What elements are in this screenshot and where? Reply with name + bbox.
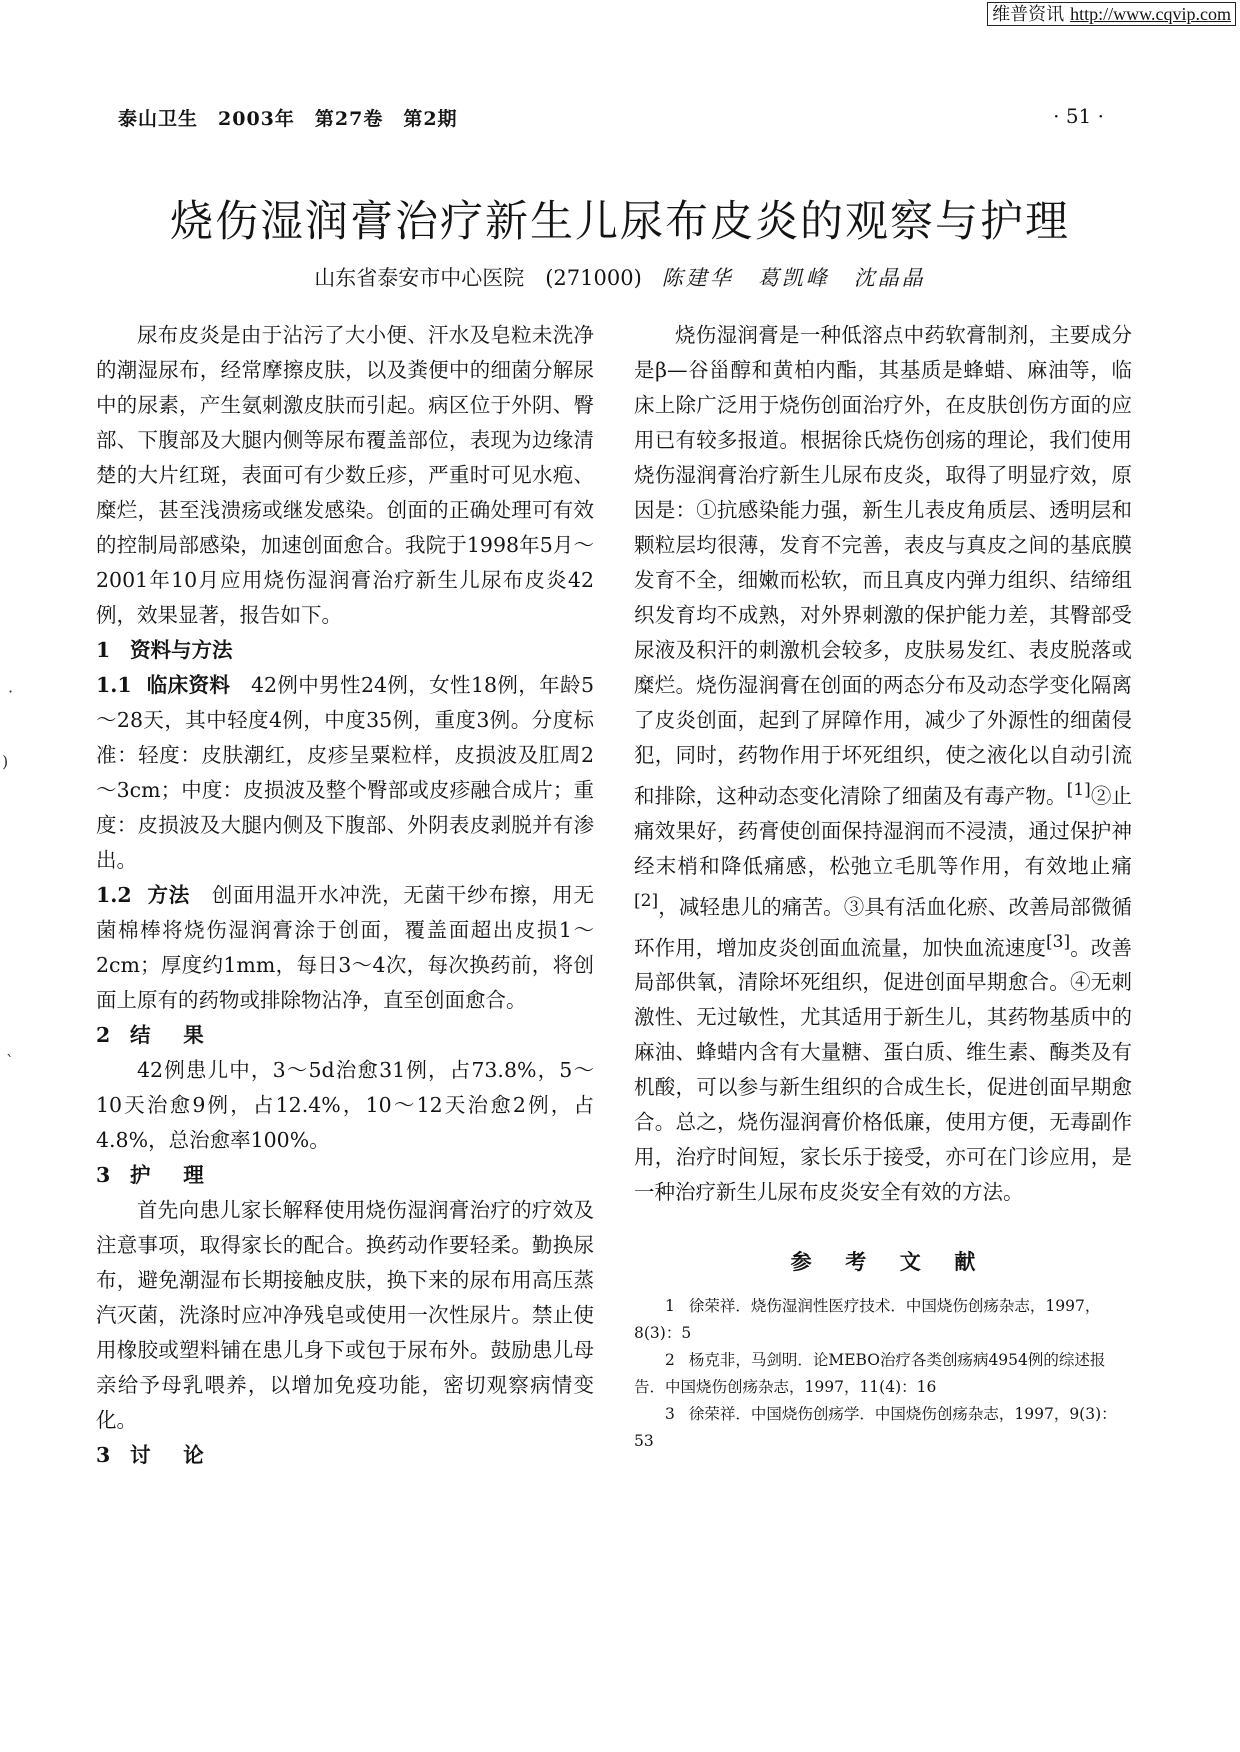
scan-mark: ` bbox=[6, 1052, 14, 1071]
citation-3: [3] bbox=[1046, 931, 1071, 952]
byline bbox=[0, 262, 1240, 292]
section-heading-1: 1 资料与方法 bbox=[96, 638, 233, 662]
section-2-text: 42例患儿中，3～5d治愈31例，占73.8%，5～10天治愈9例，占12.4%，10～12天治愈2例，占4.8%，总治愈率100%。 bbox=[96, 1058, 594, 1152]
section-3-text: 首先向患儿家长解释使用烧伤湿润膏治疗的疗效及注意事项，取得家长的配合。换药动作要轻柔。勤换尿布，避免潮湿布长期接触皮肤，换下来的尿布用高压蒸汽灭菌，洗涤时应冲净残皂或使用一次性尿片。禁止使用橡胶或塑料铺在患儿身下或包于尿布外。鼓励患儿母亲给予母乳喂养，以增加免疫功能，密切观察病情变化。 bbox=[96, 1198, 594, 1432]
subsection-heading-1-1: 1.1 临床资料 bbox=[96, 673, 231, 697]
section-1-2-text: 创面用温开水冲洗，无菌干纱布擦，用无菌棉棒将烧伤湿润膏涂于创面，覆盖面超出皮损1～2cm；厚度约1mm，每日3～4次，每次换药前，将创面上原有的药物或排除物沾净，直至创面愈合。 bbox=[96, 883, 595, 1012]
citation-2: [2] bbox=[634, 890, 659, 911]
running-head: 泰山卫生 2003年 第27卷 第2期 bbox=[118, 108, 458, 130]
page-number: · 51 · bbox=[1053, 104, 1104, 128]
section-heading-4: 3 讨论 bbox=[96, 1443, 237, 1467]
references-heading: 参考文献 bbox=[790, 1249, 1009, 1275]
section-1-2 bbox=[96, 878, 594, 1018]
intro-paragraph: 尿布皮炎是由于沾污了大小便、汗水及皂粒未洗净的潮湿尿布，经常摩擦皮肤，以及粪便中的细菌分解尿中的尿素，产生氨刺激皮肤而引起。病区位于外阴、臀部、下腹部及大腿内侧等尿布覆盖部位，表现为边缘清楚的大片红斑，表面可有少数丘疹，严重时可见水疱、糜烂，甚至浅溃疡或继发感染。创面的正确处理可有效的控制局部感染，加速创面愈合。我院于1998年5月～2001年10月应用烧伤湿润膏治疗新生儿尿布皮炎42例，效果显著，报告如下。 bbox=[96, 323, 594, 627]
authors: 陈建华 葛凯峰 沈晶晶 bbox=[661, 266, 926, 290]
right-column bbox=[634, 318, 1132, 1455]
section-heading-2: 2 结果 bbox=[96, 1023, 237, 1047]
left-column bbox=[96, 318, 594, 1473]
subsection-heading-1-2: 1.2 方法 bbox=[96, 883, 191, 907]
reference-item: 3 徐荣祥．中国烧伤创疡学．中国烧伤创疡杂志，1997，9(3)：53 bbox=[634, 1405, 1117, 1451]
reference-item: 2 杨克非，马剑明．论MEBO治疗各类创疡病4954例的综述报告．中国烧伤创疡杂志，1997，11(4)：16 bbox=[634, 1351, 1106, 1397]
scan-mark: · bbox=[8, 682, 14, 701]
reference-item: 1 徐荣祥．烧伤湿润性医疗技术．中国烧伤创疡杂志，1997，8(3)：5 bbox=[634, 1297, 1101, 1343]
discussion-paragraph: 烧伤湿润膏是一种低溶点中药软膏制剂，主要成分是β—谷甾醇和黄柏内酯，其基质是蜂蜡、麻油等，临床上除广泛用于烧伤创面治疗外，在皮肤创伤方面的应用已有较多报道。根据徐氏烧伤创疡的理论，我们使用烧伤湿润膏治疗新生儿尿布皮炎，取得了明显疗效，原因是：①抗感染能力强，新生儿表皮角质层、透明层和颗粒层均很薄，发育不完善，表皮与真皮之间的基底膜发育不全，细嫩而松软，而且真皮内弹力组织、结缔组织发育均不成熟，对外界刺激的保护能力差，其臀部受尿液及积汗的刺激机会较多，皮肤易发红、表皮脱落或糜烂。烧伤湿润膏在创面的两态分布及动态学变化隔离了皮炎创面，起到了屏障作用，减少了外源性的细菌侵犯，同时，药物作用于坏死组织，使之液化以自动引流和排除，这种动态变化清除了细菌及有毒产物。[1]②止痛效果好，药膏使创面保持湿润而不浸渍，通过保护神经末梢和降低痛感，松弛立毛肌等作用，有效地止痛[2]，减轻患儿的痛苦。③具有活血化瘀、改善局部微循环作用，增加皮炎创面血流量，加快血流速度[3]。改善局部供氧，清除坏死组织，促进创面早期愈合。④无刺激性、无过敏性，尤其适用于新生儿，其药物基质中的麻油、蜂蜡内含有大量糖、蛋白质、维生素、酶类及有机酸，可以参与新生组织的合成生长，促进创面早期愈合。总之，烧伤湿润膏价格低廉，使用方便，无毒副作用，治疗时间短，家长乐于接受，亦可在门诊应用，是一种治疗新生儿尿布皮炎安全有效的方法。 bbox=[634, 323, 1133, 1205]
section-1-1 bbox=[96, 668, 594, 878]
article-title: 烧伤湿润膏治疗新生儿尿布皮炎的观察与护理 bbox=[170, 197, 1070, 247]
scan-mark: ) bbox=[2, 752, 9, 771]
watermark-site: 维普资讯 bbox=[992, 4, 1065, 24]
watermark-url[interactable]: http://www.cqvip.com bbox=[1070, 4, 1231, 24]
section-heading-3: 3 护理 bbox=[96, 1163, 237, 1187]
section-1-1-text: 42例中男性24例，女性18例，年龄5～28天，其中轻度4例，中度35例，重度3例。分度标准：轻度：皮肤潮红，皮疹呈粟粒样，皮损波及肛周2～3cm；中度：皮损波及整个臀部或皮疹融合成片；重度：皮损波及大腿内侧及下腹部、外阴表皮剥脱并有渗出。 bbox=[96, 673, 594, 872]
affiliation: 山东省泰安市中心医院 (271000) bbox=[314, 266, 642, 290]
citation-1: [1] bbox=[1066, 780, 1091, 800]
watermark bbox=[987, 2, 1236, 26]
